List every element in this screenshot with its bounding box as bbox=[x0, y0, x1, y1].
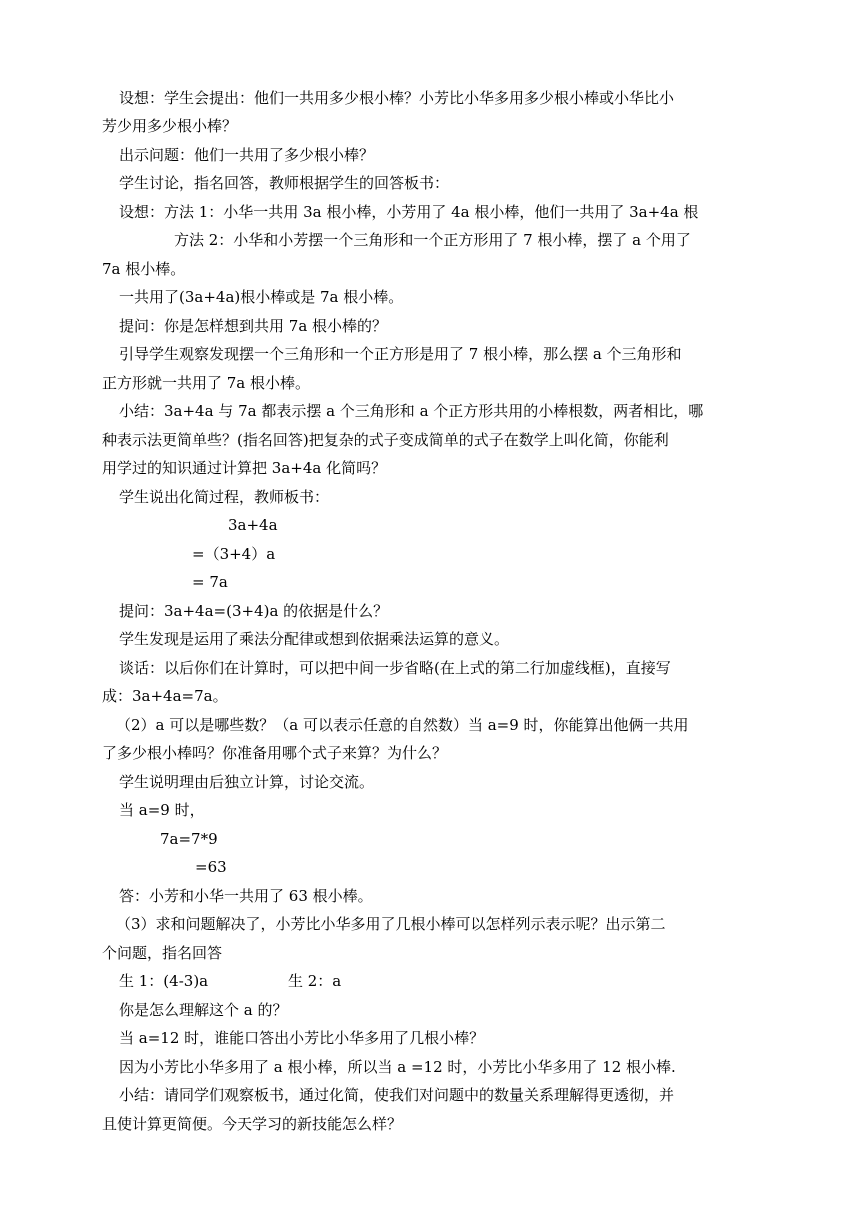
text-line: 因为小芳比小华多用了 a 根小棒，所以当 a =12 时，小芳比小华多用了 12 根小棒. bbox=[119, 1058, 676, 1076]
math-expression: 7a=7*9 bbox=[160, 830, 218, 848]
text-line: 个问题，指名回答 bbox=[102, 944, 223, 962]
text-line: 设想：学生会提出：他们一共用多少根小棒？小芳比小华多用多少根小棒或小华比小 bbox=[119, 89, 675, 107]
text-line: 学生发现是运用了乘法分配律或想到依据乘法运算的意义。 bbox=[119, 630, 510, 648]
text-line: 答：小芳和小华一共用了 63 根小棒。 bbox=[119, 887, 373, 905]
text-line: 引导学生观察发现摆一个三角形和一个正方形是用了 7 根小棒，那么摆 a 个三角形和 bbox=[119, 345, 682, 363]
text-line: 用学过的知识通过计算把 3a+4a 化简吗？ bbox=[102, 459, 387, 477]
text-line: 生 2：a bbox=[288, 972, 342, 990]
text-line: （2）a 可以是哪些数？（a 可以表示任意的自然数）当 a=9 时，你能算出他俩一共用 bbox=[116, 716, 689, 734]
text-line: 种表示法更简单些？(指名回答)把复杂的式子变成简单的式子在数学上叫化简，你能利 bbox=[102, 431, 669, 449]
text-line: 当 a=9 时， bbox=[119, 801, 205, 819]
text-line: 谈话：以后你们在计算时，可以把中间一步省略(在上式的第二行加虚线框)，直接写 bbox=[119, 659, 671, 677]
text-line: 设想：方法 1：小华一共用 3a 根小棒，小芳用了 4a 根小棒，他们一共用了 3a+4a 根 bbox=[119, 203, 699, 221]
text-line: 学生讨论，指名回答，教师根据学生的回答板书： bbox=[119, 174, 450, 192]
text-line: 且使计算更简便。今天学习的新技能怎么样？ bbox=[102, 1115, 403, 1133]
text-line: 生 1：(4-3)a bbox=[119, 972, 209, 990]
math-expression: = 7a bbox=[192, 573, 228, 591]
text-line: （3）求和问题解决了，小芳比小华多用了几根小棒可以怎样列示表示呢？出示第二 bbox=[116, 915, 666, 933]
math-expression: =（3+4）a bbox=[192, 545, 276, 563]
text-line: 学生说出化简过程，教师板书： bbox=[119, 488, 330, 506]
text-line: 7a 根小棒。 bbox=[102, 260, 186, 278]
text-line: 出示问题：他们一共用了多少根小棒？ bbox=[119, 146, 375, 164]
math-expression: =63 bbox=[195, 858, 227, 876]
text-line: 小结：3a+4a 与 7a 都表示摆 a 个三角形和 a 个正方形共用的小棒根数，两者相比，哪 bbox=[119, 402, 704, 420]
text-line: 了多少根小棒吗？你准备用哪个式子来算？为什么？ bbox=[102, 744, 448, 762]
text-line: 提问：你是怎样想到共用 7a 根小棒的？ bbox=[119, 317, 388, 335]
math-expression: 3a+4a bbox=[228, 516, 278, 534]
text-line: 你是怎么理解这个 a 的？ bbox=[119, 1001, 288, 1019]
text-line: 提问：3a+4a=(3+4)a 的依据是什么？ bbox=[119, 602, 389, 620]
text-line: 学生说明理由后独立计算，讨论交流。 bbox=[119, 773, 375, 791]
text-line: 方法 2：小华和小芳摆一个三角形和一个正方形用了 7 根小棒，摆了 a 个用了 bbox=[174, 231, 691, 249]
text-line: 成：3a+4a=7a。 bbox=[102, 687, 228, 705]
text-line: 小结：请同学们观察板书，通过化简，使我们对问题中的数量关系理解得更透彻，并 bbox=[119, 1086, 675, 1104]
text-line: 正方形就一共用了 7a 根小棒。 bbox=[102, 374, 311, 392]
text-line: 当 a=12 时，谁能口答出小芳比小华多用了几根小棒？ bbox=[119, 1029, 485, 1047]
text-line: 芳少用多少根小棒？ bbox=[102, 117, 238, 135]
text-line: 一共用了(3a+4a)根小棒或是 7a 根小棒。 bbox=[119, 288, 404, 306]
